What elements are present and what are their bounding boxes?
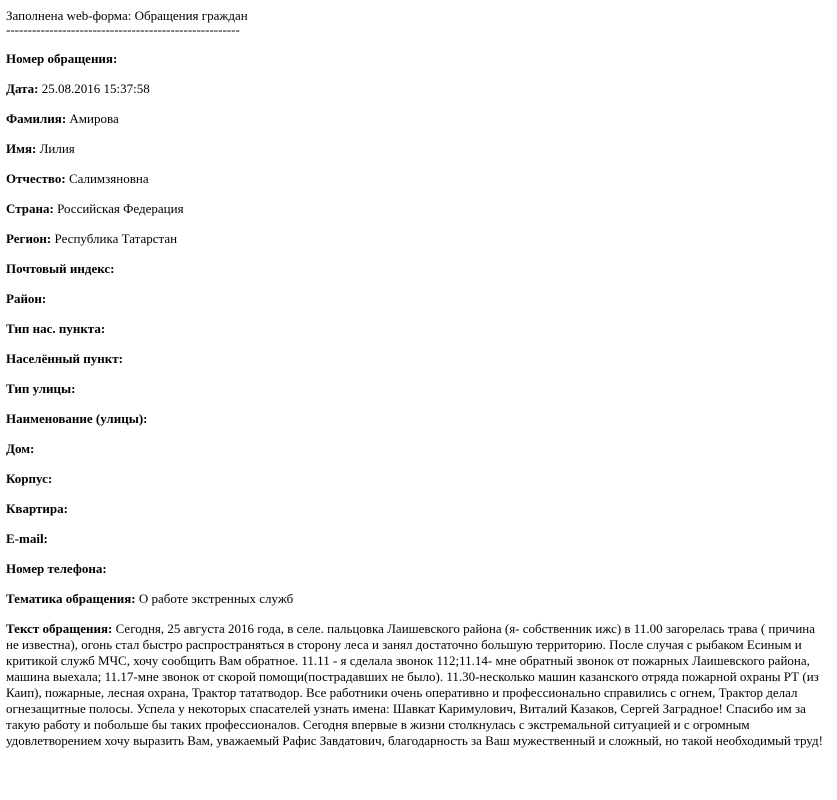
field-postal-code bbox=[6, 261, 831, 277]
field-value: Российская Федерация bbox=[57, 201, 184, 216]
field-settlement bbox=[6, 351, 831, 367]
field-label: Регион: bbox=[6, 231, 52, 246]
separator-line: ------------------------------------------------------ bbox=[6, 22, 240, 37]
field-first-name bbox=[6, 141, 831, 157]
field-label: Населённый пункт: bbox=[6, 351, 123, 366]
field-house bbox=[6, 441, 831, 457]
field-label: Имя: bbox=[6, 141, 37, 156]
field-date bbox=[6, 81, 831, 97]
field-value: Салимзяновна bbox=[68, 171, 149, 186]
field-topic bbox=[6, 591, 831, 607]
field-message-text bbox=[6, 621, 826, 749]
field-label: Район: bbox=[6, 291, 47, 306]
field-label: Отчество: bbox=[6, 171, 66, 186]
field-label: Номер телефона: bbox=[6, 561, 107, 576]
field-building bbox=[6, 471, 831, 487]
field-value: 25.08.2016 15:37:58 bbox=[41, 81, 150, 96]
field-label: Номер обращения: bbox=[6, 51, 118, 66]
field-district bbox=[6, 291, 831, 307]
field-patronymic bbox=[6, 171, 831, 187]
field-street-name bbox=[6, 411, 831, 427]
field-settlement-type bbox=[6, 321, 831, 337]
field-value: Республика Татарстан bbox=[54, 231, 178, 246]
field-surname bbox=[6, 111, 831, 127]
field-value: Лилия bbox=[39, 141, 75, 156]
message-body: Сегодня, 25 августа 2016 года, в селе. пальцовка Лаишевского района (я- собственник ижс) в 11.00 загорелась трава ( причина не известна), огонь стал быстро распространяться в сторону леса и занял достаточно большую территорию. После случая с рыбаком Есиным и критикой служб МЧС, хочу сообщить Вам обратное. 11.11 - я сделала звонок 112;11.14- мне обратный звонок от пожарных Лаишевского района, машина выехала; 11.17-мне звонок от скорой помощи(пострадавших не было). 11.30-несколько машин казанского отряда пожарной охраны РТ (из Каип), пожарные, лесная охрана, Трактор тататводор. Все работники очень оперативно и профессионально справились с огнем, Трактор делал огнезащитные полосы. Успела у некоторых спасателей узнать имена: Шавкат Каримулович, Виталий Казаков, Сергей Заградное! Спасибо им за такую работу и побольше бы таких профессионалов. Сегодня впервые в жизни столкнулась с экстремальной ситуацией и с огромным удовлетворением хочу выразить Вам, уважаемый Рафис Завдатович, благодарность за Ваш мужественный и сложный, но такой необходимый труд! bbox=[6, 621, 823, 748]
field-label: Почтовый индекс: bbox=[6, 261, 115, 276]
field-street-type bbox=[6, 381, 831, 397]
field-value: О работе экстренных служб bbox=[138, 591, 294, 606]
form-title: Заполнена web-форма: Обращения граждан bbox=[6, 8, 248, 23]
field-email bbox=[6, 531, 831, 547]
field-label: Дата: bbox=[6, 81, 39, 96]
field-label: Тематика обращения: bbox=[6, 591, 136, 606]
field-label: Квартира: bbox=[6, 501, 68, 516]
field-value: Амирова bbox=[69, 111, 119, 126]
field-region bbox=[6, 231, 831, 247]
field-label: Корпус: bbox=[6, 471, 53, 486]
field-label: Наименование (улицы): bbox=[6, 411, 148, 426]
field-label: Текст обращения: bbox=[6, 621, 113, 636]
field-label: Дом: bbox=[6, 441, 35, 456]
field-apartment bbox=[6, 501, 831, 517]
field-label: Тип нас. пункта: bbox=[6, 321, 106, 336]
field-label: Фамилия: bbox=[6, 111, 67, 126]
field-request-number bbox=[6, 51, 831, 67]
field-label: Страна: bbox=[6, 201, 54, 216]
field-label: Тип улицы: bbox=[6, 381, 76, 396]
field-label: E-mail: bbox=[6, 531, 48, 546]
field-country bbox=[6, 201, 831, 217]
field-phone bbox=[6, 561, 831, 577]
